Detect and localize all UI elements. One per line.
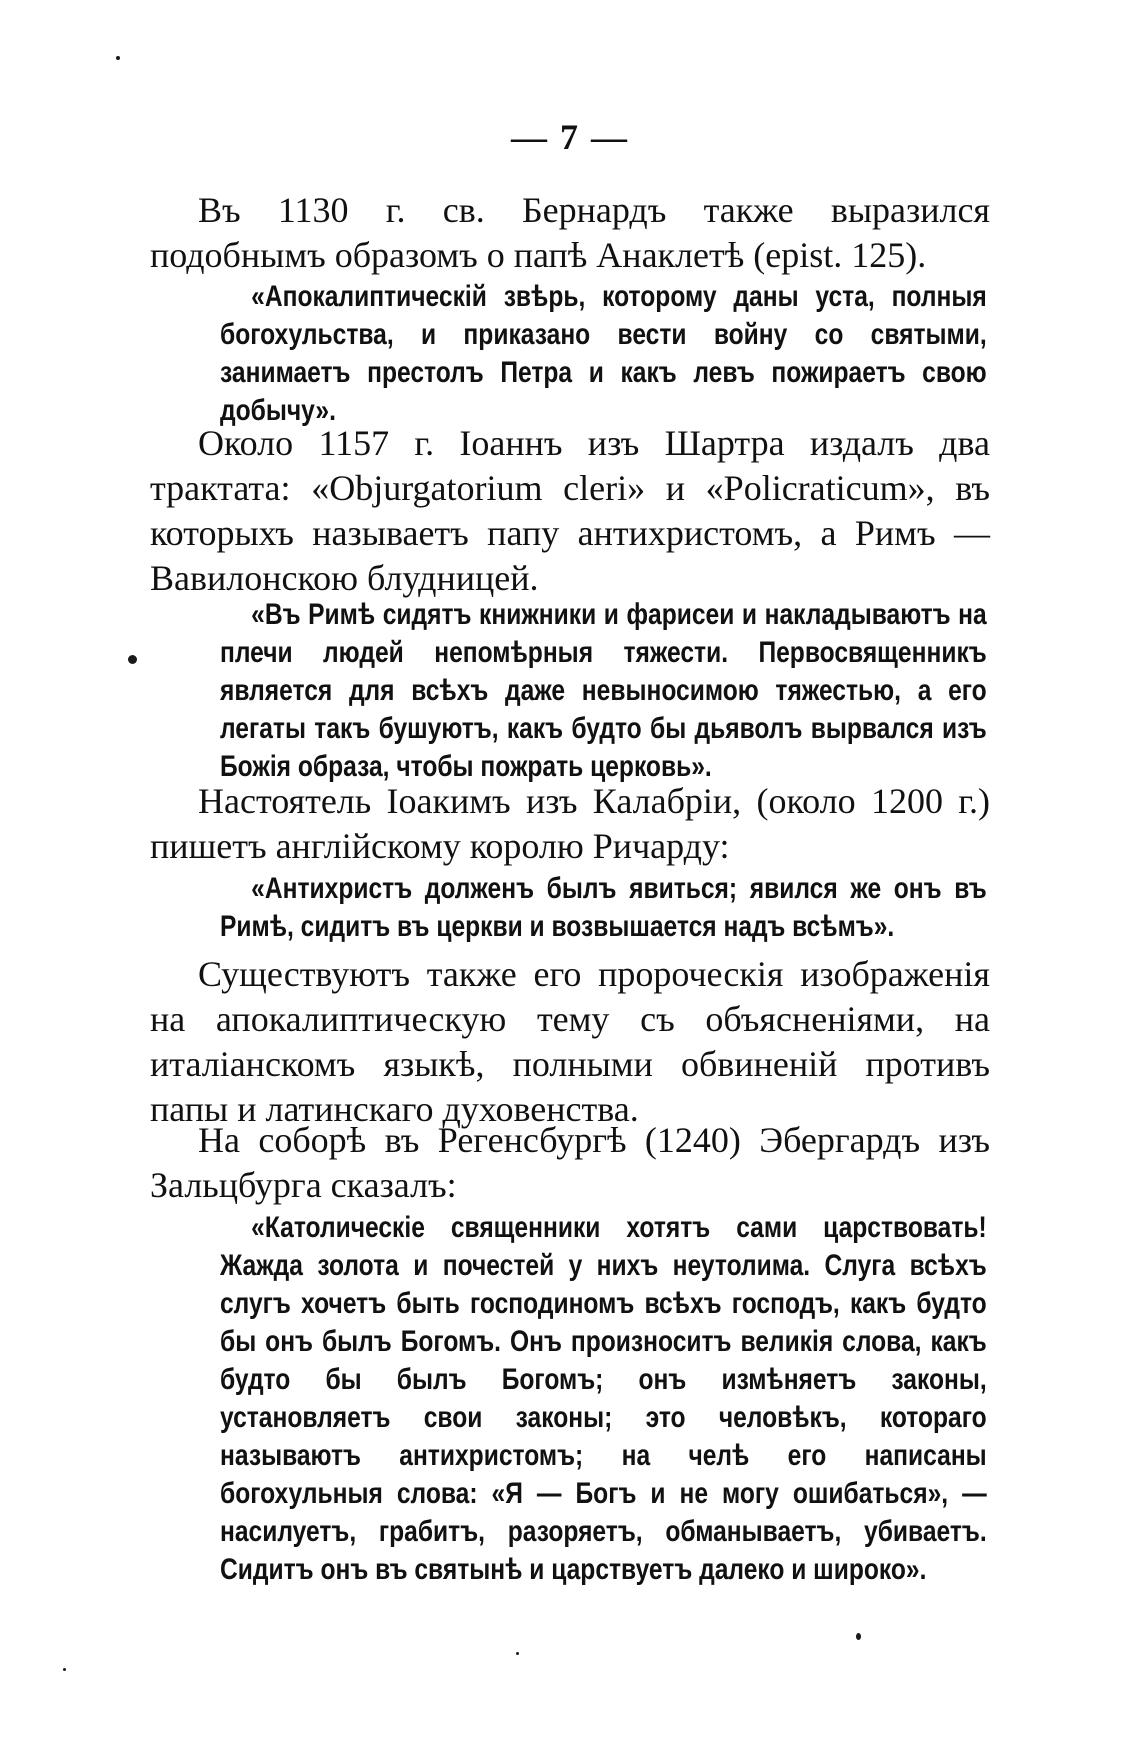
scan-speck — [63, 1668, 66, 1671]
paragraph-prophetic-images: Существуютъ также его пророческія изображенія на апокалиптическую тему съ объясненіями, на италіанскомъ языкѣ, полными обвиненій противъ папы и латинскаго духовенства. — [150, 954, 990, 1129]
scan-speck — [856, 1633, 861, 1640]
page-number: — 7 — — [511, 117, 629, 157]
quote-eberhard-of-salzburg: «Католическіе священники хотятъ сами царствовать! Жажда золота и почестей у нихъ неутолима. Слуга всѣхъ слугъ хочетъ быть господиномъ всѣхъ господъ, какъ будто бы онъ былъ Богомъ. Онъ произноситъ великія слова, какъ будто бы былъ Богомъ; онъ измѣняетъ законы, установляетъ свои законы; это человѣкъ, котораго называютъ антихристомъ; на челѣ его написаны богохульныя слова: «Я — Богъ и не могу ошибаться», — насилуетъ, грабитъ, разоряетъ, обманываетъ, убиваетъ. Сидитъ онъ въ святынѣ и царствуетъ далеко и широко». — [220, 1211, 987, 1586]
quote-antichrist-in-rome: «Антихристъ долженъ былъ явиться; явился же онъ въ Римѣ, сидитъ въ церкви и возвышается надъ всѣмъ». — [220, 872, 987, 943]
scan-speck — [128, 655, 137, 664]
scan-speck — [516, 1652, 519, 1655]
scan-speck — [116, 56, 120, 60]
paragraph-joachim-of-fiore: Настоятель Іоакимъ изъ Калабріи, (около 1200 г.) пишетъ англійскому королю Ричарду: — [150, 781, 990, 866]
quote-apocalyptic-beast: «Апокалиптическій звѣрь, которому даны уста, полныя богохульства, и приказано вести войну со святыми, занимаетъ престолъ Петра и какъ левъ пожираетъ свою добычу». — [220, 280, 987, 427]
paragraph-john-of-salisbury: Около 1157 г. Іоаннъ изъ Шартра издалъ два трактата: «Objurgatorium cleri» и «Policraticum», въ которыхъ называетъ папу антихристомъ, а Римъ — Вавилонскою блудницей. — [150, 423, 990, 598]
paragraph-bernard: Въ 1130 г. св. Бернардъ также выразился подобнымъ образомъ о папѣ Анаклетѣ (epist. 125). — [150, 190, 990, 275]
paragraph-regensburg-council: На соборѣ въ Регенсбургѣ (1240) Эбергардъ изъ Зальцбурга сказалъ: — [150, 1120, 990, 1205]
quote-scribes-and-pharisees: «Въ Римѣ сидятъ книжники и фарисеи и накладываютъ на плечи людей непомѣрныя тяжести. Первосвященникъ является для всѣхъ даже невыносимою тяжестью, а его легаты такъ бушуютъ, какъ будто бы дьяволъ вырвался изъ Божія образа, чтобы пожрать церковь». — [220, 598, 987, 783]
